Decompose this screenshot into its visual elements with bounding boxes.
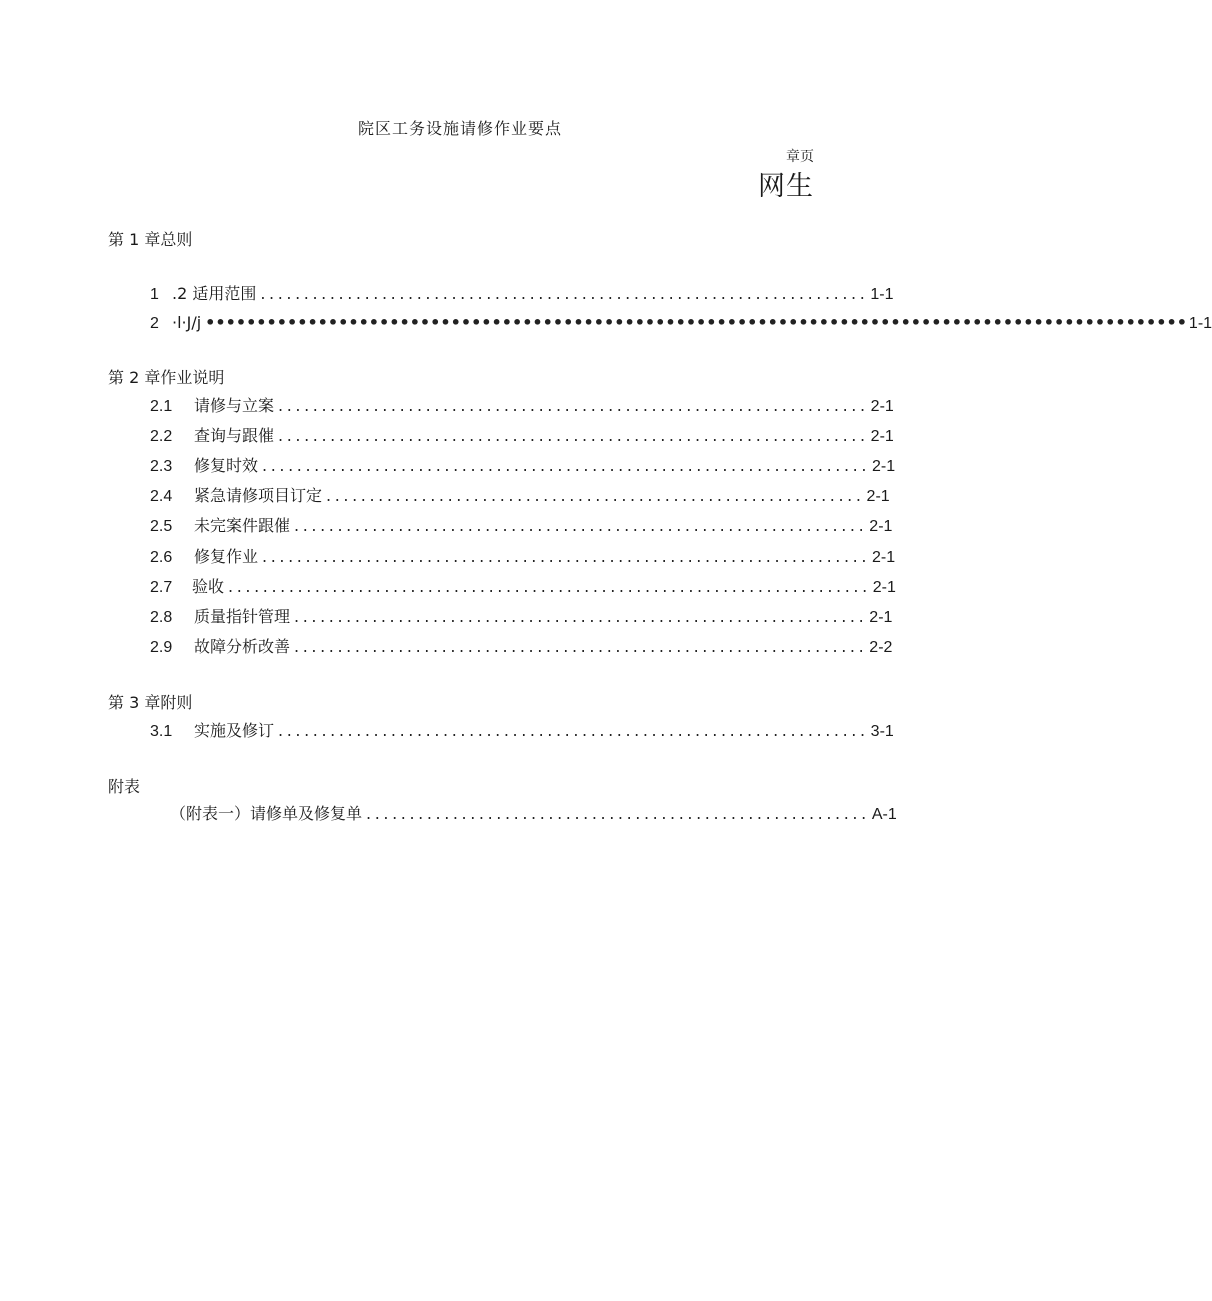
toc-entry-number: 1 (150, 286, 159, 303)
toc-entry[interactable] (150, 606, 893, 628)
toc-leader-dots: •••••••••••••••••••••••••••••••••••••••••••••••••••••••••••••••••••••••••••••••••••••••••••••••• (205, 313, 1187, 332)
toc-entry-label: 实施及修订 (194, 721, 275, 740)
toc-entry-label: 验收 (192, 577, 225, 596)
page-label: 章页 (786, 149, 814, 165)
toc-entry-number: 2.9 (150, 639, 173, 656)
toc-entry-page: 1-1 (1188, 315, 1212, 332)
toc-entry[interactable] (150, 636, 893, 658)
toc-entry[interactable] (150, 546, 896, 568)
toc-leader-dots: .................................................................... (278, 426, 869, 445)
toc-leader-dots: .................................................................. (294, 516, 868, 535)
toc-entry-number: 2.6 (150, 549, 173, 566)
chapter-1-heading: 第 1 章总则 (108, 230, 193, 249)
toc-entry-number: 2.3 (150, 458, 173, 475)
toc-entry[interactable] (150, 395, 894, 417)
toc-entry-label: 请修与立案 (194, 396, 275, 415)
toc-entry-label: 紧急请修项目订定 (194, 486, 323, 505)
toc-leader-dots: .......................................................................... (228, 577, 871, 596)
toc-entry-page: 2-1 (869, 609, 893, 626)
toc-entry-number: 2.8 (150, 609, 173, 626)
chapter-3-heading: 第 3 章附则 (108, 693, 193, 712)
toc-entry-page: 2-1 (872, 458, 896, 475)
toc-leader-dots: ...................................................................... (262, 456, 871, 475)
toc-entry-label: 故障分析改善 (194, 637, 291, 656)
toc-entry-page: 2-1 (866, 488, 890, 505)
toc-leader-dots: ...................................................................... (262, 547, 871, 566)
toc-entry-page: 3-1 (870, 723, 894, 740)
toc-entry-label: ·l·J/j (172, 313, 202, 332)
toc-leader-dots: .................................................................... (278, 396, 869, 415)
toc-entry-label: 修复时效 (194, 456, 259, 475)
toc-entry-label: 修复作业 (194, 547, 259, 566)
toc-entry[interactable] (150, 720, 894, 742)
toc-entry[interactable] (150, 455, 896, 477)
toc-entry-number: 2.7 (150, 579, 173, 596)
toc-leader-dots: .............................................................. (326, 486, 865, 505)
toc-entry-page: 1-1 (870, 286, 894, 303)
toc-entry[interactable] (150, 425, 894, 447)
toc-leader-dots: .................................................................. (294, 637, 868, 656)
toc-entry[interactable] (150, 312, 1212, 334)
toc-entry-number: 2.2 (150, 428, 173, 445)
toc-leader-dots: .................................................................... (278, 721, 869, 740)
toc-entry-page: 2-2 (869, 639, 893, 656)
toc-entry-label: 未完案件跟催 (194, 516, 291, 535)
toc-entry-label: .2 适用范围 (172, 284, 257, 303)
big-label: 网生 (758, 171, 814, 202)
toc-entry-number: 2 (150, 315, 159, 332)
toc-leader-dots: ...................................................................... (260, 284, 869, 303)
toc-entry-number: 2.5 (150, 518, 173, 535)
chapter-2-heading: 第 2 章作业说明 (108, 368, 225, 387)
toc-entry-page: 2-1 (870, 398, 894, 415)
toc-entry[interactable] (170, 803, 897, 825)
toc-entry-page: A-1 (871, 806, 897, 823)
toc-entry-page: 2-1 (872, 579, 896, 596)
toc-entry-label: 查询与跟催 (194, 426, 275, 445)
toc-entry[interactable] (150, 515, 893, 537)
toc-entry-label: 质量指针管理 (194, 607, 291, 626)
toc-leader-dots: .................................................................. (294, 607, 868, 626)
toc-entry[interactable] (150, 283, 894, 305)
document-title: 院区工务设施请修作业要点 (357, 119, 562, 138)
toc-entry-number: 2.1 (150, 398, 173, 415)
toc-entry-number: 2.4 (150, 488, 173, 505)
toc-entry-page: 2-1 (872, 549, 896, 566)
toc-entry-label: （附表一）请修单及修复单 (170, 804, 363, 823)
toc-leader-dots: .......................................................... (366, 804, 870, 823)
appendix-heading: 附表 (108, 777, 141, 796)
toc-entry-number: 3.1 (150, 723, 173, 740)
toc-entry[interactable] (150, 576, 896, 598)
toc-entry[interactable] (150, 485, 890, 507)
toc-entry-page: 2-1 (870, 428, 894, 445)
toc-entry-page: 2-1 (869, 518, 893, 535)
